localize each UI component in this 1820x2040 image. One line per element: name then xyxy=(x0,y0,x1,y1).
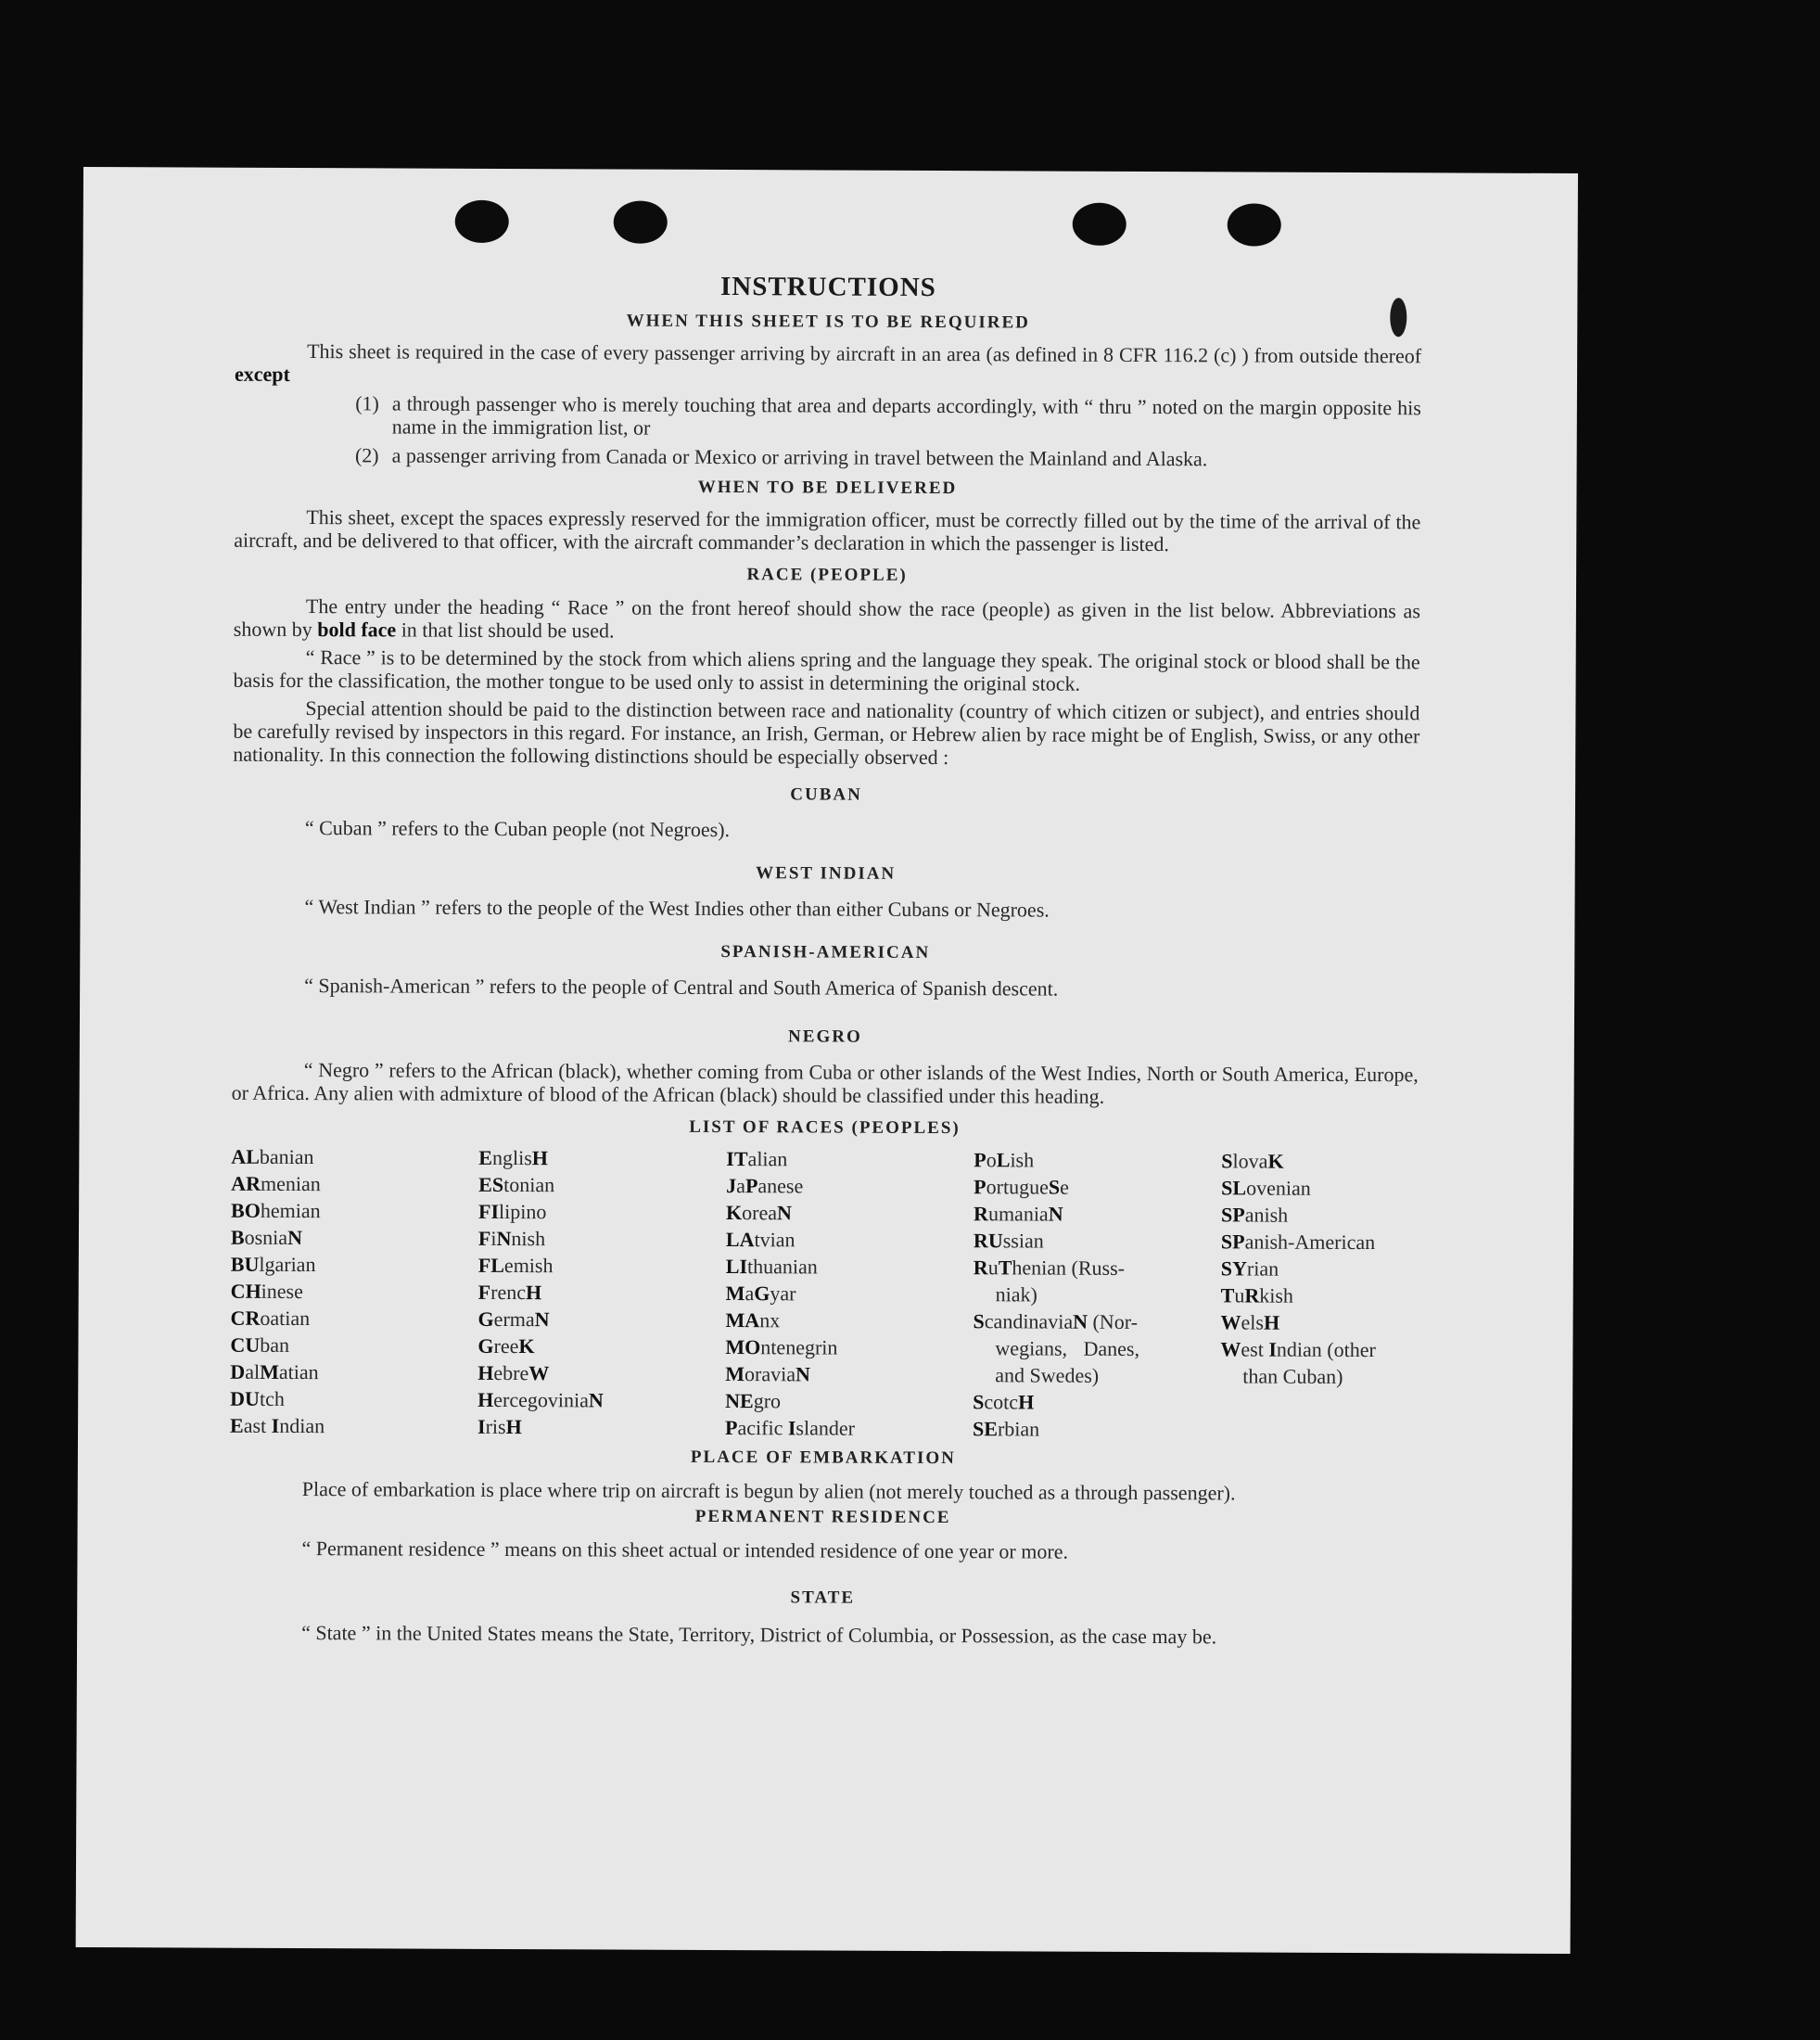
race-list xyxy=(230,1143,1436,1446)
race-paragraph-2: “ Race ” is to be determined by the stock from which aliens spring and the language they speak. The original stock or blood shall be the basis for the classification, the mother tongue to be used only to assist in determining the original stock. xyxy=(233,645,1420,695)
state-text: “ State ” in the United States means the State, Territory, District of Columbia, or Possession, as the case may be. xyxy=(301,1621,1217,1649)
race-entry: IrisH xyxy=(477,1414,522,1439)
race-column xyxy=(230,1143,444,1440)
residence-text: “ Permanent residence ” means on this sheet actual or intended residence of one year or more. xyxy=(301,1536,1069,1563)
race-entry: HebreW xyxy=(477,1360,550,1385)
race-entry: ScotcH xyxy=(973,1390,1035,1414)
heading-negro: NEGRO xyxy=(788,1026,862,1047)
heading-permanent-residence: PERMANENT RESIDENCE xyxy=(694,1506,951,1528)
document-page xyxy=(76,167,1578,1954)
race-entry: BUlgarian xyxy=(230,1252,316,1277)
race-entry: SPanish xyxy=(1221,1203,1289,1227)
exception-item-2: (2) a passenger arriving from Canada or Mexico or arriving in travel between the Mainland and Alaska. xyxy=(354,443,1208,471)
west-indian-text: “ West Indian ” refers to the people of the West Indies other than either Cubans or Negroes. xyxy=(304,895,1050,922)
race-entry: TuRkish xyxy=(1220,1283,1294,1307)
race-entry: KoreaN xyxy=(726,1201,793,1225)
race-entry: ITalian xyxy=(726,1147,788,1171)
race-entry: DUtch xyxy=(230,1386,285,1410)
race-entry: and Swedes) xyxy=(995,1363,1100,1387)
race-entry: HercegoviniaN xyxy=(477,1387,604,1412)
race-paragraph-1: The entry under the heading “ Race ” on the front hereof should show the race (people) as given in the list below. Abbreviations as shown by bold face in that list should be used. xyxy=(233,594,1420,643)
race-entry: West Indian (other xyxy=(1220,1337,1376,1362)
heading-race: RACE (PEOPLE) xyxy=(746,565,908,585)
document-body xyxy=(229,270,1421,1652)
exception-item-1: (1) a through passenger who is merely touching that area and departs accordingly, with “ thru ” noted on the margin opposite his name in the immigration list, or xyxy=(355,391,1421,440)
heading-when-required: WHEN THIS SHEET IS TO BE REQUIRED xyxy=(626,311,1030,333)
race-column xyxy=(725,1145,939,1442)
heading-spanish-american: SPANISH-AMERICAN xyxy=(720,942,931,963)
heading-when-delivered: WHEN TO BE DELIVERED xyxy=(697,477,958,499)
race-column xyxy=(477,1144,692,1441)
race-entry: FLemish xyxy=(477,1253,554,1278)
race-entry: BOhemian xyxy=(231,1198,321,1223)
race-entry: MOntenegrin xyxy=(725,1335,838,1359)
race-entry: ScandinaviaN (Nor- xyxy=(973,1309,1139,1333)
race-entry: EnglisH xyxy=(478,1145,549,1170)
race-entry: MaGyar xyxy=(725,1281,796,1306)
race-entry: LIthuanian xyxy=(725,1255,818,1279)
heading-west-indian: WEST INDIAN xyxy=(756,863,897,884)
when-required-intro: This sheet is required in the case of every passenger arriving by aircraft in an area (as defined in 8 CFR 116.2 (c) ) from outside thereof except xyxy=(234,339,1422,386)
race-entry: Pacific Islander xyxy=(725,1416,856,1440)
race-entry: MoraviaN xyxy=(725,1362,811,1386)
spanish-american-text: “ Spanish-American ” refers to the people of Central and South America of Spanish descent. xyxy=(304,974,1059,1001)
heading-state: STATE xyxy=(790,1587,856,1608)
cuban-text: “ Cuban ” refers to the Cuban people (not Negroes). xyxy=(304,816,731,842)
race-entry: wegians, Danes, xyxy=(995,1336,1140,1360)
race-entry: SlovaK xyxy=(1221,1149,1284,1173)
race-entry: SYrian xyxy=(1220,1256,1279,1281)
race-entry: CHinese xyxy=(230,1279,303,1304)
embarkation-text: Place of embarkation is place where trip on aircraft is begun by alien (not merely touched as a through passenger). xyxy=(301,1477,1236,1505)
punch-hole xyxy=(1073,203,1126,246)
race-entry: RuThenian (Russ- xyxy=(973,1256,1126,1280)
race-entry: RUssian xyxy=(973,1229,1044,1253)
race-entry: East Indian xyxy=(230,1413,325,1438)
race-column xyxy=(1220,1147,1434,1390)
race-entry: ARmenian xyxy=(231,1171,321,1196)
punch-hole xyxy=(455,200,509,243)
race-entry: SPanish-American xyxy=(1220,1230,1376,1255)
race-entry: SErbian xyxy=(973,1417,1040,1441)
heading-cuban: CUBAN xyxy=(790,784,862,805)
heading-embarkation: PLACE OF EMBARKATION xyxy=(690,1447,956,1469)
race-entry: niak) xyxy=(995,1282,1037,1307)
race-entry: MAnx xyxy=(725,1308,781,1332)
race-entry: FIlipino xyxy=(478,1199,547,1224)
race-entry: DalMatian xyxy=(230,1359,319,1384)
race-entry: ALbanian xyxy=(231,1144,314,1169)
race-entry: EStonian xyxy=(478,1172,555,1197)
negro-text: “ Negro ” refers to the African (black), whether coming from Cuba or other islands of the West Indies, North or South America, Europe, or Africa. Any alien with admixture of blood of the African (black) should be classified under this heading. xyxy=(231,1058,1419,1108)
race-entry: GermaN xyxy=(477,1307,550,1332)
race-entry: FrencH xyxy=(477,1280,542,1305)
race-entry: CRoatian xyxy=(230,1306,311,1331)
race-entry: PortugueSe xyxy=(974,1175,1069,1199)
race-entry: GreeK xyxy=(477,1333,535,1358)
race-paragraph-3: Special attention should be paid to the distinction between race and nationality (country of which citizen or subject), and entries should be carefully revised by inspectors in this regard. For instance, an Irish, German, or Hebrew alien by race might be of English, Swiss, or any other nationality. In this connection the following distinctions should be especially observed : xyxy=(233,696,1420,770)
when-delivered-text: This sheet, except the spaces expressly reserved for the immigration officer, must be correctly filled out by the time of the arrival of the aircraft, and be delivered to that officer, with the aircraft commander’s declaration in which the passenger is listed. xyxy=(234,505,1421,556)
race-entry: than Cuban) xyxy=(1242,1364,1343,1388)
punch-hole xyxy=(1228,203,1281,246)
race-entry: JaPanese xyxy=(726,1174,804,1198)
race-entry: LAtvian xyxy=(725,1228,795,1252)
race-entry: WelsH xyxy=(1220,1310,1280,1334)
race-entry: SLovenian xyxy=(1221,1176,1311,1200)
page-title: INSTRUCTIONS xyxy=(719,271,936,303)
race-entry: FiNnish xyxy=(477,1226,546,1251)
race-entry: NEgro xyxy=(725,1389,782,1413)
heading-list-of-races: LIST OF RACES (PEOPLES) xyxy=(689,1116,961,1139)
race-entry: BosniaN xyxy=(230,1225,303,1250)
race-entry: PoLish xyxy=(974,1148,1035,1172)
race-column xyxy=(973,1146,1189,1443)
race-entry: CUban xyxy=(230,1332,290,1357)
race-entry: RumaniaN xyxy=(974,1202,1063,1226)
punch-hole xyxy=(614,200,668,243)
